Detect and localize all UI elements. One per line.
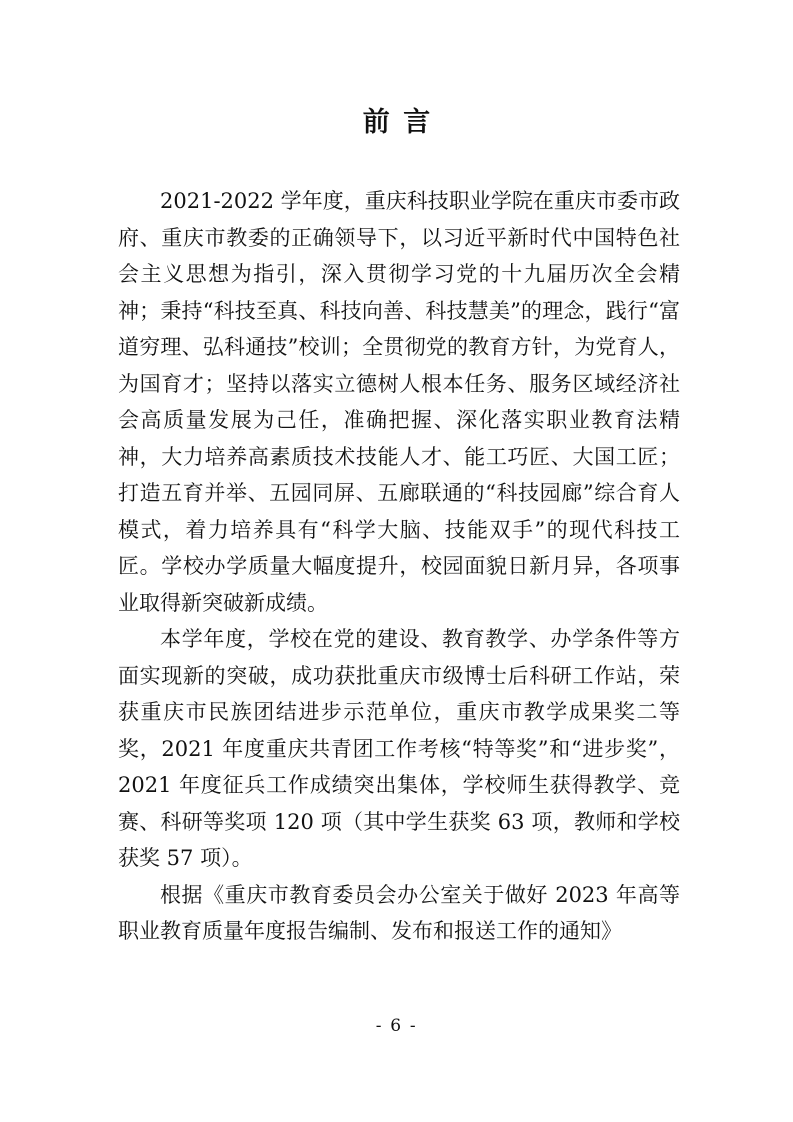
paragraph-3: 根据《重庆市教育委员会办公室关于做好 2023 年高等职业教育质量年度报告编制、发布和报送工作的通知》: [118, 882, 680, 943]
paragraph-1: 2021-2022 学年度，重庆科技职业学院在重庆市委市政府、重庆市教委的正确领导下，以习近平新时代中国特色社会主义思想为指引，深入贯彻学习党的十九届历次全会精神；秉持“科技至真、科技向善、科技慧美”的理念，践行“富道穷理、弘科通技”校训；全贯彻党的教育方针，为党育人，为国育才；坚持以落实立德树人根本任务、服务区域经济社会高质量发展为己任，准确把握、深化落实职业教育法精神，大力培养高素质技术技能人才、能工巧匠、大国工匠；打造五育并举、五园同屏、五廊联通的“科技园廊”综合育人模式，着力培养具有“科学大脑、技能双手”的现代科技工匠。学校办学质量大幅度提升，校园面貌日新月异，各项事业取得新突破新成绩。: [118, 189, 680, 615]
page-number: - 6 -: [375, 1016, 418, 1036]
paragraph-2: 本学年度，学校在党的建设、教育教学、办学条件等方面实现新的突破，成功获批重庆市级博士后科研工作站，荣获重庆市民族团结进步示范单位，重庆市教学成果奖二等奖，2021 年度重庆共青团工作考核“特等奖”和“进步奖”，2021 年度征兵工作成绩突出集体，学校师生获得教学、竞赛、科研等奖项 120 项（其中学生获奖 63 项，教师和学校获奖 57 项）。: [118, 627, 680, 870]
page-title: 前言: [362, 107, 444, 138]
body-text: [118, 183, 680, 950]
